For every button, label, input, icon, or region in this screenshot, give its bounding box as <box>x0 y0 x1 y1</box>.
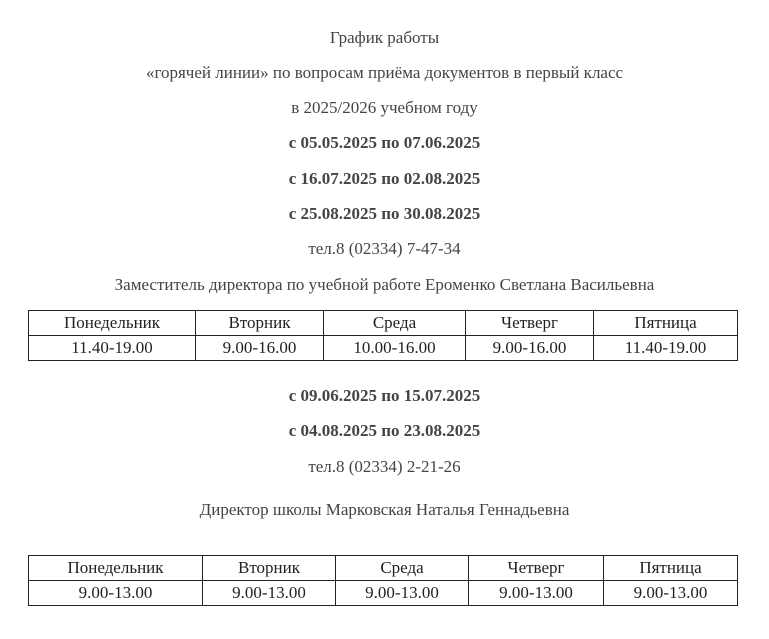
table-header-cell: Вторник <box>203 556 336 581</box>
contact-person-1: Заместитель директора по учебной работе Ероменко Светлана Васильевна <box>114 275 655 294</box>
contact-person-2: Директор школы Марковская Наталья Геннадьевна <box>199 500 570 519</box>
table-cell: 9.00-13.00 <box>469 581 604 606</box>
table-header-cell: Понедельник <box>29 311 196 336</box>
table-cell: 9.00-16.00 <box>196 336 324 361</box>
table-cell: 11.40-19.00 <box>594 336 738 361</box>
period-5: с 04.08.2025 по 23.08.2025 <box>288 421 481 440</box>
schedule-table-1 <box>28 310 738 361</box>
period-3: с 25.08.2025 по 30.08.2025 <box>288 204 481 223</box>
table-header-cell: Понедельник <box>29 556 203 581</box>
table-cell: 9.00-13.00 <box>604 581 738 606</box>
table-cell: 9.00-16.00 <box>466 336 594 361</box>
table-cell: 10.00-16.00 <box>324 336 466 361</box>
table-row <box>29 336 738 361</box>
table-header-cell: Четверг <box>469 556 604 581</box>
table-cell: 9.00-13.00 <box>29 581 203 606</box>
table-cell: 11.40-19.00 <box>29 336 196 361</box>
table-cell: 9.00-13.00 <box>203 581 336 606</box>
table-header-cell: Пятница <box>604 556 738 581</box>
table-cell: 9.00-13.00 <box>336 581 469 606</box>
period-1: с 05.05.2025 по 07.06.2025 <box>288 133 481 152</box>
table-header-row <box>29 556 738 581</box>
phone-number-1: тел.8 (02334) 7-47-34 <box>308 239 461 258</box>
schedule-table-2 <box>28 555 738 606</box>
period-2: с 16.07.2025 по 02.08.2025 <box>288 169 481 188</box>
table-header-row <box>29 311 738 336</box>
period-4: с 09.06.2025 по 15.07.2025 <box>288 386 481 405</box>
school-year: в 2025/2026 учебном году <box>291 98 478 117</box>
page-subtitle: «горячей линии» по вопросам приёма документов в первый класс <box>145 63 624 82</box>
table-header-cell: Вторник <box>196 311 324 336</box>
table-header-cell: Четверг <box>466 311 594 336</box>
table-header-cell: Пятница <box>594 311 738 336</box>
table-header-cell: Среда <box>336 556 469 581</box>
phone-number-2: тел.8 (02334) 2-21-26 <box>308 457 461 476</box>
table-header-cell: Среда <box>324 311 466 336</box>
page-title: График работы <box>329 28 440 47</box>
table-row <box>29 581 738 606</box>
